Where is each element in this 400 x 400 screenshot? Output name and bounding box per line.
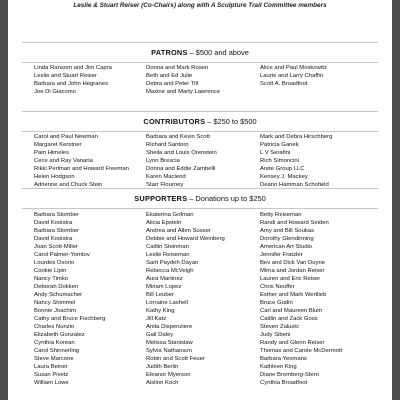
donor-name: Rikki Perlman and Howard Freeman bbox=[34, 166, 129, 172]
patrons-col-2 bbox=[146, 64, 264, 96]
donor-name: Laurie and Larry Chaffin bbox=[260, 73, 324, 79]
donor-name: Leslie Reiseman bbox=[146, 252, 190, 258]
donor-name: Starr Flourney bbox=[146, 182, 184, 188]
supporters-header bbox=[22, 188, 378, 209]
patrons-col-1 bbox=[34, 64, 152, 96]
donor-name: Betty Reiseman bbox=[260, 212, 302, 218]
donor-name: Miriam Lopez bbox=[146, 284, 182, 290]
donor-name: Diane Bromberg-Stern bbox=[260, 372, 319, 378]
donor-name: Adrienne and Chuck Stein bbox=[34, 182, 103, 188]
donor-name: Gail Daley bbox=[146, 332, 174, 338]
supporters-col-3 bbox=[260, 211, 378, 387]
donor-name: Maxine and Marty Lawrence bbox=[146, 89, 220, 95]
donor-name: Lauren and Eric Reiser bbox=[260, 276, 321, 282]
donor-name: Pam Himeles bbox=[34, 150, 70, 156]
donor-name: Lynn Brescia bbox=[146, 158, 180, 164]
donor-name: Joe Di Giacomo bbox=[34, 89, 76, 95]
donor-name: Lorraine Lashell bbox=[146, 300, 188, 306]
donor-name: Joan Scott-Miller bbox=[34, 244, 78, 250]
donor-name: Thomas and Carole McDermott bbox=[260, 348, 343, 354]
donor-name: Aislinn Koch bbox=[146, 380, 179, 386]
supporters-col-1 bbox=[34, 211, 152, 387]
donor-name: Richard Santoro bbox=[146, 142, 189, 148]
donor-name: Susan Pivetz bbox=[34, 372, 69, 378]
donor-name: Helen Hodgson bbox=[34, 174, 75, 180]
donor-name: Amy and Bill Soukas bbox=[260, 228, 315, 234]
donor-name: L V Serafini bbox=[260, 150, 291, 156]
donor-name: Kathleen King bbox=[260, 364, 297, 370]
donor-name: Barbara Stomber bbox=[34, 228, 79, 234]
donor-name: Andrea and Allen Susser bbox=[146, 228, 211, 234]
donor-name: Chris Neuffer bbox=[260, 284, 295, 290]
donor-name: Esther and Mark Wertlieb bbox=[260, 292, 327, 298]
donor-name: Arete Group LLC bbox=[260, 166, 305, 172]
donor-name: Jill Katz bbox=[146, 316, 167, 322]
contributors-heading: CONTRIBUTORS bbox=[143, 117, 206, 126]
donor-name: Deann Hamman Schofield bbox=[260, 182, 329, 188]
donor-name: David Kooistra bbox=[34, 236, 73, 242]
donor-name: Scott A. Broadfoot bbox=[260, 81, 308, 87]
donor-name: Ekaterina Gofman bbox=[146, 212, 194, 218]
donor-name: Andy Schumacher bbox=[34, 292, 83, 298]
donor-name: Charles Nunzio bbox=[34, 324, 75, 330]
donor-name: Elizabeth Gonzalez bbox=[34, 332, 85, 338]
donor-name: Sarit Paydeh Dayan bbox=[146, 260, 199, 266]
donor-name: Mirna and Jordan Reiser bbox=[260, 268, 325, 274]
donor-name: Linda Ransom and Jim Capra bbox=[34, 65, 112, 71]
committee-subtitle: Leslie & Stuart Reiser (Co-Chairs) along with A Sculpture Trail Committee members bbox=[73, 2, 327, 9]
donor-name: Sylvia Nathanson bbox=[146, 348, 192, 354]
donor-name: Barbara Yeomans bbox=[260, 356, 307, 362]
supporters-range: – Donations up to $250 bbox=[187, 194, 266, 203]
donor-name: Kathy King bbox=[146, 308, 175, 314]
donor-name: Donna and Mark Rosen bbox=[146, 65, 209, 71]
donor-name: Cathy and Bruce Fischberg bbox=[34, 316, 106, 322]
donor-name: Alice and Paul Moskowitz bbox=[260, 65, 327, 71]
donor-name: Randi and Howard Seiden bbox=[260, 220, 329, 226]
donor-name: Margaret Kerstner bbox=[34, 142, 82, 148]
donor-name: Nancy Timko bbox=[34, 276, 69, 282]
contributors-col-2 bbox=[146, 133, 264, 189]
patrons-col-3 bbox=[260, 64, 378, 88]
donor-name: Lourdes Osorio bbox=[34, 260, 75, 266]
donor-name: Barbara Stomber bbox=[34, 212, 79, 218]
donor-name: Bonnie Joachim bbox=[34, 308, 76, 314]
contributors-header bbox=[22, 111, 378, 132]
donor-name: Robin and Scott Feuer bbox=[146, 356, 205, 362]
contributors-col-3 bbox=[260, 133, 378, 189]
donor-name: Bill Leuber bbox=[146, 292, 174, 298]
donor-name: Eleanor Myerson bbox=[146, 372, 191, 378]
donor-name: Rich Simoncini bbox=[260, 158, 299, 164]
donor-name: Judith Berlin bbox=[146, 364, 179, 370]
donor-name: Randy and Glenn Reiser bbox=[260, 340, 325, 346]
donor-name: William Lowe bbox=[34, 380, 69, 386]
contributors-col-1 bbox=[34, 133, 152, 189]
donor-name: Mark and Debra Hirschberg bbox=[260, 134, 333, 140]
donor-name: Cece and Ray Vanaria bbox=[34, 158, 93, 164]
donor-name: Cynthia Korean bbox=[34, 340, 75, 346]
donor-name: Donna and Eddie Zambelli bbox=[146, 166, 216, 172]
donor-name: Debra and Peter Till bbox=[146, 81, 199, 87]
donor-name: Karen Macleod bbox=[146, 174, 186, 180]
donor-name: Cookie Lipin bbox=[34, 268, 67, 274]
donor-name: Nancy Shimmel bbox=[34, 300, 76, 306]
donor-name: Alicia Epstein bbox=[146, 220, 182, 226]
patrons-heading: PATRONS bbox=[151, 48, 188, 57]
donor-name: Laura Beiner bbox=[34, 364, 68, 370]
donor-name: Melissa Stanislaw bbox=[146, 340, 193, 346]
donor-name: Steven Zaluski bbox=[260, 324, 299, 330]
donor-name: Anita Dispenziere bbox=[146, 324, 193, 330]
donor-name: Caitlin Steinman bbox=[146, 244, 189, 250]
donor-page bbox=[8, 0, 392, 400]
donor-name: Aura Martinez bbox=[146, 276, 183, 282]
donor-name: Kensey J. Mackey bbox=[260, 174, 308, 180]
donor-name: Caitlin and Zack Goss bbox=[260, 316, 318, 322]
donor-name: Deborah Dokken bbox=[34, 284, 79, 290]
donor-name: Dorothy Glendinning bbox=[260, 236, 314, 242]
donor-name: Carol and Paul Newman bbox=[34, 134, 98, 140]
donor-name: Carol Palmer-Yomtov bbox=[34, 252, 90, 258]
donor-name: Bev and Dick Van Duyne bbox=[260, 260, 326, 266]
supporters-col-2 bbox=[146, 211, 264, 387]
donor-name: Carl and Maureen Blum bbox=[260, 308, 323, 314]
donor-name: Barbara and Kevin Scott bbox=[146, 134, 210, 140]
donor-name: Steve Marcone bbox=[34, 356, 74, 362]
donor-name: Debbie and Howard Weinberg bbox=[146, 236, 225, 242]
donor-name: Judy Sibeni bbox=[260, 332, 291, 338]
donor-name: Sheila and Louis Orenstein bbox=[146, 150, 217, 156]
donor-name: David Kooistra bbox=[34, 220, 73, 226]
donor-name: Rebecca McVeigh bbox=[146, 268, 194, 274]
donor-name: Jennifer Fratzler bbox=[260, 252, 303, 258]
donor-name: Beth and Ed Julie bbox=[146, 73, 193, 79]
donor-name: Cynthia Broadfoot bbox=[260, 380, 308, 386]
donor-name: Barbara and John Hegranes bbox=[34, 81, 109, 87]
donor-name: Carol Shinnerling bbox=[34, 348, 80, 354]
donor-name: American Art Studio bbox=[260, 244, 313, 250]
donor-name: Patricia Ganek bbox=[260, 142, 299, 148]
patrons-range: – $500 and above bbox=[187, 48, 249, 57]
contributors-range: – $250 to $500 bbox=[205, 117, 257, 126]
donor-name: Bruce Gudin bbox=[260, 300, 293, 306]
supporters-heading: SUPPORTERS bbox=[134, 194, 188, 203]
patrons-header bbox=[22, 42, 378, 63]
donor-name: Leslie and Stuart Reiser bbox=[34, 73, 97, 79]
